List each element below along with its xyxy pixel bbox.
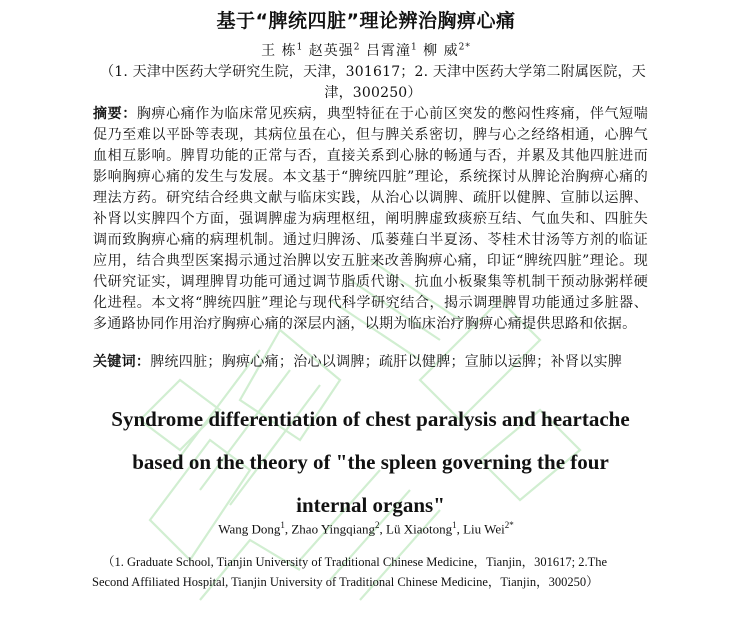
chinese-authors (0, 40, 732, 60)
english-title: Syndrome differentiation of chest paralysis and heartache based on the theory of "the spleen governing the four internal organs" (111, 407, 630, 517)
author-name: Lü Xiaotong (386, 521, 453, 537)
english-affiliation-line: （1. Graduate School, Tianjin University of Traditional Chinese Medicine，Tianjin，301617; 2.The (102, 555, 608, 569)
author-name: 赵英强 (308, 43, 354, 59)
author-affiliation-mark: 1 (410, 42, 418, 53)
english-affiliation (92, 552, 652, 592)
author-name: Liu Wei (463, 521, 505, 537)
english-affiliation-line: Second Affiliated Hospital, Tianjin University of Traditional Chinese Medicine，Tianjin，300250） (92, 575, 599, 589)
author-name: 吕霄潼 (365, 43, 411, 59)
author-affiliation-mark: 2* (458, 42, 471, 53)
author-affiliation-mark: 1 (280, 520, 285, 530)
keywords-label: 关键词： (93, 354, 151, 370)
author-affiliation-mark: 2 (375, 520, 380, 530)
author-affiliation-mark: 2* (504, 520, 514, 530)
author-name: Zhao Yingqiang (291, 521, 376, 537)
chinese-abstract (93, 104, 648, 335)
chinese-title: 基于“脾统四脏”理论辨治胸痹心痛 (216, 10, 516, 32)
author-affiliation-mark: 2 (353, 42, 361, 53)
author-name: 柳 威 (423, 43, 459, 59)
author-affiliation-mark: 1 (296, 42, 304, 53)
keywords-text: 脾统四脏；胸痹心痛；治心以调脾；疏肝以健脾；宣肺以运脾；补肾以实脾 (150, 354, 623, 370)
english-authors: Wang Dong$^1$, Zhao Yingqiang$^2$, Lü Xiaotong$^1$, Liu Wei$^{2*}$ (218, 520, 514, 537)
author-name: Wang Dong (218, 521, 281, 537)
chinese-keywords (93, 352, 648, 373)
author-affiliation-mark: 1 (452, 520, 457, 530)
chinese-affiliation: （1. 天津中医药大学研究生院，天津，301617；2. 天津中医药大学第二附属医院，天津，300250） (100, 64, 646, 101)
abstract-label: 摘要： (93, 106, 137, 122)
author-name: 王 栋 (261, 43, 297, 59)
abstract-text: 胸痹心痛作为临床常见疾病，典型特征在于心前区突发的憋闷性疼痛，伴气短喘促乃至难以平卧等表现，其病位虽在心，但与脾关系密切，脾与心之经络相通，心脾气血相互影响。脾胃功能的正常与否，直接关系到心脉的畅通与否，并累及其他四脏进而影响胸痹心痛的发生与发展。本文基于“脾统四脏”理论，系统探讨从脾论治胸痹心痛的理法方药。研究结合经典文献与临床实践，从治心以调脾、疏肝以健脾、宣肺以运脾、补肾以实脾四个方面，强调脾虚为病理枢纽，阐明脾虚致痰瘀互结、气血失和、四脏失调而致胸痹心痛的病理机制。通过归脾汤、瓜蒌薤白半夏汤、苓桂术甘汤等方剂的临证应用，结合典型医案揭示通过治脾以安五脏来改善胸痹心痛，印证“脾统四脏”理论。现代研究证实，调理脾胃功能可通过调节脂质代谢、抗血小板聚集等机制干预动脉粥样硬化进程。本文将“脾统四脏”理论与现代科学研究结合，揭示调理脾胃功能通过多脏器、多通路协同作用治疗胸痹心痛的深层内涵，以期为临床治疗胸痹心痛提供思路和依据。 (93, 106, 648, 332)
